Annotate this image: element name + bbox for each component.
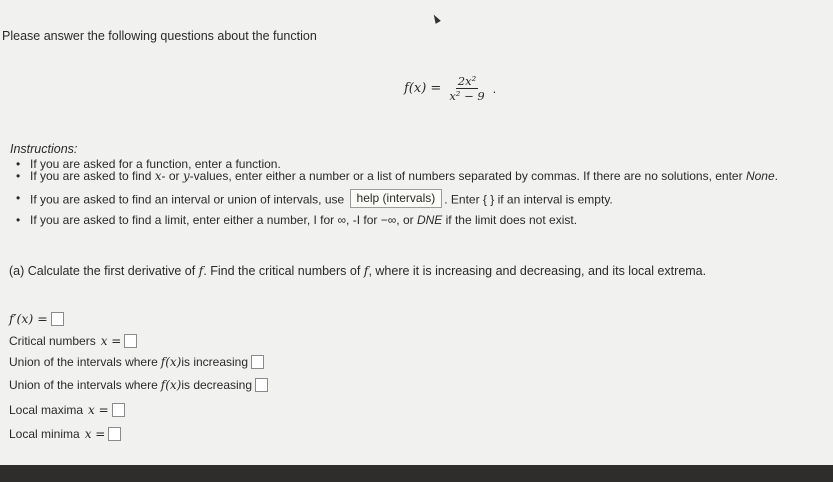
instructions-list bbox=[14, 157, 829, 227]
local-maxima-var: x = bbox=[88, 403, 109, 417]
critical-numbers-var: x = bbox=[100, 334, 122, 348]
bottom-bar bbox=[0, 465, 833, 482]
function-lhs: f(x) = bbox=[404, 81, 442, 96]
critical-numbers-input[interactable] bbox=[124, 334, 137, 348]
math-var-f: f bbox=[198, 263, 204, 278]
prompt-text: (a) Calculate the first derivative of bbox=[9, 264, 199, 278]
decreasing-intervals-input[interactable] bbox=[255, 378, 268, 392]
math-var-y: y bbox=[182, 169, 190, 183]
local-maxima-input[interactable] bbox=[112, 403, 125, 417]
increasing-label: is increasing bbox=[181, 355, 249, 369]
function-denominator: x² − 9 bbox=[449, 89, 485, 103]
instruction-item-limit bbox=[14, 213, 829, 227]
intro-text: Please answer the following questions about the function bbox=[2, 29, 317, 43]
mouse-cursor-icon bbox=[431, 13, 441, 24]
local-maxima-label: Local maxima bbox=[9, 403, 84, 417]
derivative-label: f′(x) = bbox=[9, 311, 48, 326]
instruction-text: If you are asked to find bbox=[30, 169, 155, 183]
local-minima-input[interactable] bbox=[108, 427, 121, 441]
help-intervals-button[interactable]: help (intervals) bbox=[350, 189, 443, 208]
instruction-item-function bbox=[14, 157, 829, 169]
function-numerator: 2x² bbox=[457, 74, 477, 88]
instruction-text: If you are asked to find a limit, enter either a number, I for ∞, -I for −∞, or bbox=[30, 213, 417, 227]
increasing-row bbox=[9, 355, 264, 369]
decreasing-label: is decreasing bbox=[181, 378, 253, 392]
part-a-prompt bbox=[9, 263, 706, 278]
instruction-text: . Enter { } if an interval is empty. bbox=[444, 192, 613, 207]
critical-numbers-row bbox=[9, 334, 137, 348]
local-minima-label: Local minima bbox=[9, 427, 80, 441]
decreasing-label: Union of the intervals where bbox=[9, 378, 158, 392]
function-fraction bbox=[447, 74, 486, 103]
instruction-item-intervals bbox=[14, 191, 829, 213]
instruction-item-values bbox=[14, 169, 829, 191]
instruction-text: if the limit does not exist. bbox=[442, 213, 578, 227]
derivative-answer-input[interactable] bbox=[51, 312, 64, 326]
instruction-text: -values, enter either a number or a list of numbers separated by commas. If there are no solutions, enter bbox=[189, 169, 746, 183]
instruction-text: If you are asked to find an interval or union of intervals, use bbox=[30, 192, 345, 207]
function-formula bbox=[404, 74, 496, 103]
local-minima-row bbox=[9, 427, 121, 441]
derivative-row bbox=[9, 311, 64, 326]
none-keyword: None bbox=[745, 169, 775, 183]
prompt-text: , where it is increasing and decreasing, and its local extrema. bbox=[368, 264, 707, 278]
critical-numbers-label: Critical numbers bbox=[9, 334, 96, 348]
instruction-text: If you are asked for a function, enter a function. bbox=[30, 157, 281, 171]
local-minima-var: x = bbox=[84, 427, 106, 441]
math-var-x: x bbox=[154, 169, 162, 183]
increasing-intervals-input[interactable] bbox=[251, 355, 264, 369]
dne-keyword: DNE bbox=[416, 213, 443, 227]
math-fx: f(x) bbox=[160, 378, 182, 392]
instruction-text: - or bbox=[161, 169, 183, 183]
increasing-label: Union of the intervals where bbox=[9, 355, 158, 369]
prompt-text: . Find the critical numbers of bbox=[203, 264, 364, 278]
instructions-title: Instructions: bbox=[10, 142, 78, 156]
function-period: . bbox=[492, 81, 497, 96]
instruction-text: . bbox=[774, 169, 778, 183]
math-fx: f(x) bbox=[160, 355, 182, 369]
local-maxima-row bbox=[9, 403, 125, 417]
decreasing-row bbox=[9, 378, 268, 392]
math-var-f: f bbox=[363, 263, 369, 278]
